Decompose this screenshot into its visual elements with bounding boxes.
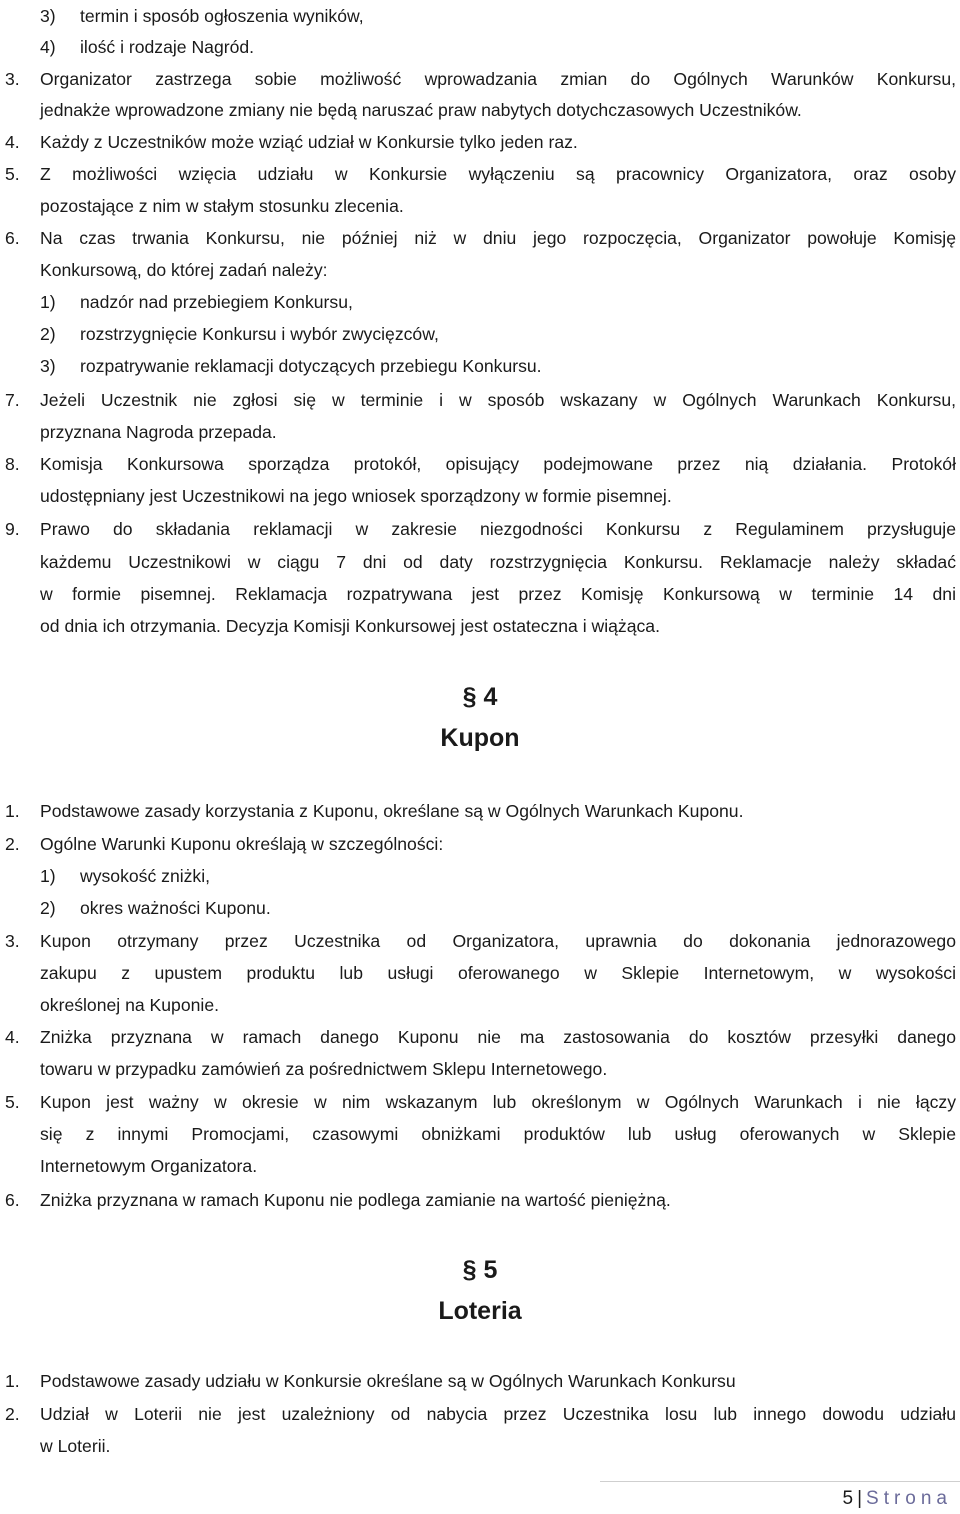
paragraph-text: Prawo do składania reklamacji w zakresie niezgodności Konkursu z Regulaminem przysługuje: [40, 519, 956, 539]
paragraph-number: 9.: [5, 519, 20, 539]
paragraph-text: Konkursową, do której zadań należy:: [40, 260, 328, 280]
list-item-text: nadzór nad przebiegiem Konkursu,: [80, 292, 353, 312]
paragraph-text: Komisja Konkursowa sporządza protokół, opisujący podejmowane przez nią działania. Protokół: [40, 454, 956, 474]
paragraph-text: jednakże wprowadzone zmiany nie będą naruszać praw nabytych dotychczasowych Uczestników.: [40, 100, 802, 120]
footer-rule: [600, 1481, 960, 1482]
paragraph-text: pozostające z nim w stałym stosunku zlecenia.: [40, 196, 404, 216]
list-item-number: 4): [40, 37, 56, 57]
paragraph-text: Każdy z Uczestników może wziąć udział w Konkursie tylko jeden raz.: [40, 132, 578, 152]
paragraph-number: 1.: [5, 801, 20, 821]
list-item-number: 3): [40, 356, 56, 376]
page-number: 5: [842, 1488, 854, 1509]
paragraph-number: 4.: [5, 1027, 20, 1047]
paragraph-number: 4.: [5, 132, 20, 152]
paragraph-text: się z innymi Promocjami, czasowymi obniżkami produktów lub usług oferowanych w Sklepie: [40, 1124, 956, 1144]
paragraph-text: Jeżeli Uczestnik nie zgłosi się w terminie i w sposób wskazany w Ogólnych Warunkach Konkursu,: [40, 390, 956, 410]
list-item-number: 1): [40, 866, 56, 886]
page-footer: [843, 1484, 953, 1514]
paragraph-text: zakupu z upustem produktu lub usługi oferowanego w Sklepie Internetowym, w wysokości: [40, 963, 956, 983]
paragraph-text: Ogólne Warunki Kuponu określają w szczególności:: [40, 834, 444, 854]
paragraph-number: 1.: [5, 1371, 20, 1391]
paragraph-number: 5.: [5, 1092, 20, 1112]
paragraph-number: 3.: [5, 69, 20, 89]
section-heading: Kupon: [440, 724, 520, 752]
paragraph-number: 2.: [5, 834, 20, 854]
list-item-text: ilość i rodzaje Nagród.: [80, 37, 255, 57]
section-heading: § 4: [462, 683, 498, 711]
paragraph-text: Udział w Loterii nie jest uzależniony od nabycia przez Uczestnika losu lub innego dowodu udziału: [40, 1404, 956, 1424]
section-heading: Loteria: [438, 1297, 522, 1325]
paragraph-text: Zniżka przyznana w ramach Kuponu nie podlega zamianie na wartość pieniężną.: [40, 1190, 671, 1210]
section-heading: § 5: [462, 1256, 498, 1284]
paragraph-number: 5.: [5, 164, 20, 184]
paragraph-number: 7.: [5, 390, 20, 410]
paragraph-text: w Loterii.: [40, 1436, 111, 1456]
paragraph-text: towaru w przypadku zamówień za pośrednictwem Sklepu Internetowego.: [40, 1059, 608, 1079]
list-item-text: termin i sposób ogłoszenia wyników,: [80, 6, 364, 26]
footer-label: Strona: [866, 1488, 952, 1509]
paragraph-text: Podstawowe zasady korzystania z Kuponu, określane są w Ogólnych Warunkach Kuponu.: [40, 801, 744, 821]
paragraph-number: 2.: [5, 1404, 20, 1424]
paragraph-number: 3.: [5, 931, 20, 951]
list-item-text: rozpatrywanie reklamacji dotyczących przebiegu Konkursu.: [80, 356, 542, 376]
paragraph-text: od dnia ich otrzymania. Decyzja Komisji Konkursowej jest ostateczna i wiążąca.: [40, 616, 660, 636]
paragraph-text: w formie pisemnej. Reklamacja rozpatrywana jest przez Komisję Konkursową w terminie 14 dni: [40, 584, 956, 604]
paragraph-text: udostępniany jest Uczestnikowi na jego wniosek sporządzony w formie pisemnej.: [40, 486, 672, 506]
list-item-text: rozstrzygnięcie Konkursu i wybór zwycięzców,: [80, 324, 439, 344]
paragraph-text: każdemu Uczestnikowi w ciągu 7 dni od daty rozstrzygnięcia Konkursu. Reklamacje należy składać: [40, 552, 956, 572]
paragraph-text: Podstawowe zasady udziału w Konkursie określane są w Ogólnych Warunkach Konkursu: [40, 1371, 736, 1391]
paragraph-number: 6.: [5, 1190, 20, 1210]
list-item-number: 2): [40, 898, 56, 918]
list-item-text: okres ważności Kuponu.: [80, 898, 271, 918]
list-item-text: wysokość zniżki,: [80, 866, 211, 886]
paragraph-text: określonej na Kuponie.: [40, 995, 219, 1015]
paragraph-number: 8.: [5, 454, 20, 474]
list-item-number: 2): [40, 324, 56, 344]
footer-separator: |: [857, 1488, 863, 1509]
paragraph-text: Kupon otrzymany przez Uczestnika od Organizatora, uprawnia do dokonania jednorazowego: [40, 931, 956, 951]
paragraph-text: Organizator zastrzega sobie możliwość wprowadzania zmian do Ogólnych Warunków Konkursu,: [40, 69, 956, 89]
paragraph-text: przyznana Nagroda przepada.: [40, 422, 277, 442]
paragraph-number: 6.: [5, 228, 20, 248]
paragraph-text: Internetowym Organizatora.: [40, 1156, 258, 1176]
paragraph-text: Na czas trwania Konkursu, nie później niż w dniu jego rozpoczęcia, Organizator powołuje Komisję: [40, 228, 956, 248]
paragraph-text: Z możliwości wzięcia udziału w Konkursie wyłączeniu są pracownicy Organizatora, oraz osoby: [40, 164, 956, 184]
paragraph-text: Zniżka przyznana w ramach danego Kuponu nie ma zastosowania do kosztów przesyłki danego: [40, 1027, 956, 1047]
paragraph-text: Kupon jest ważny w okresie w nim wskazanym lub określonym w Ogólnych Warunkach i nie łączy: [40, 1092, 956, 1112]
list-item-number: 3): [40, 6, 56, 26]
list-item-number: 1): [40, 292, 56, 312]
